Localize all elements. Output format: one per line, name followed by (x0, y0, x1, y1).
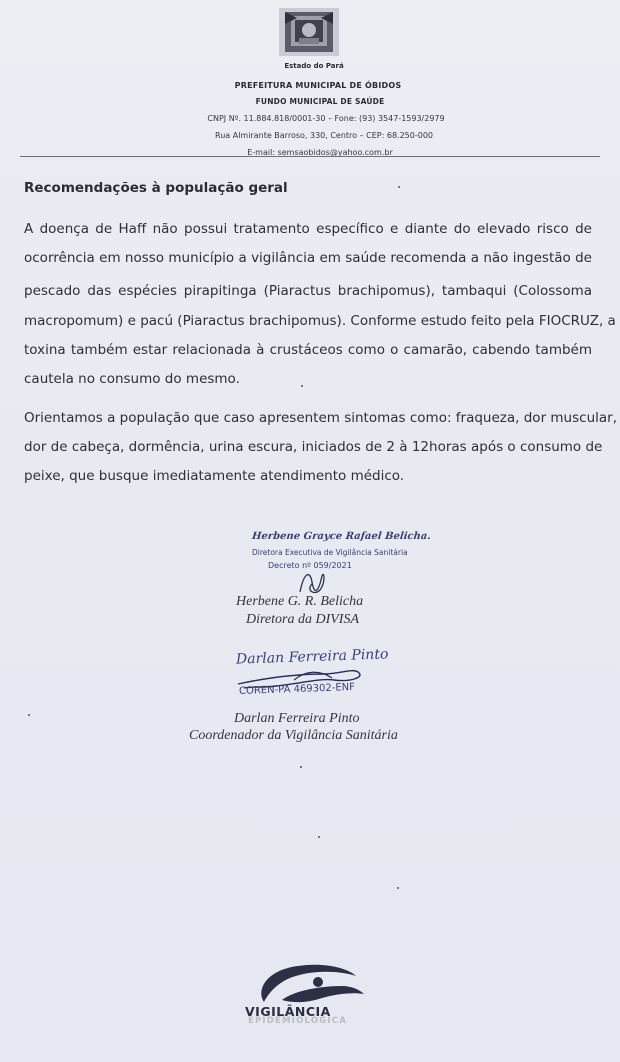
speck (301, 385, 303, 387)
paragraph1-line: macropomum) e pacú (Piaractus brachipomus). Conforme estudo feito pela FIOCRUZ, a (24, 313, 616, 329)
paragraph1-line: ocorrência em nosso município a vigilância em saúde recomenda a não ingestão de (24, 250, 592, 266)
stamp1-decreto: Decreto nº 059/2021 (268, 561, 352, 570)
letterhead-cnpj: CNPJ Nº. 11.884.818/0001-30 – Fone: (93) 3547-1593/2979 (207, 114, 445, 123)
stamp2-name: Darlan Ferreira Pinto (235, 646, 389, 668)
letterhead-divider (20, 156, 600, 157)
stamp1-name: Herbene Grayce Rafael Belicha. (251, 531, 432, 542)
signer1-name: Herbene G. R. Belicha (236, 594, 364, 609)
paragraph1-line: pescado das espécies pirapitinga (Piaractus brachipomus), tambaqui (Colossoma (24, 283, 592, 299)
letterhead-address: Rua Almirante Barroso, 330, Centro – CEP: 68.250-000 (215, 131, 433, 140)
email-link[interactable]: semsaobidos@yahoo.com.br (277, 148, 393, 157)
email-label: E-mail: (247, 148, 278, 157)
letterhead-estado: Estado do Pará (284, 62, 344, 70)
letterhead-fundo: FUNDO MUNICIPAL DE SAÚDE (255, 97, 385, 106)
vigilancia-logo-icon (252, 962, 368, 1006)
paragraph1-line: toxina também estar relacionada à crustáceos como o camarão, cabendo também (24, 342, 592, 358)
paragraph2-line: dor de cabeça, dormência, urina escura, iniciados de 2 à 12horas após o consumo de (24, 439, 603, 455)
speck (300, 766, 302, 768)
stamp1-role: Diretora Executiva de Vigilância Sanitária (252, 548, 408, 557)
signer1-role: Diretora da DIVISA (246, 612, 360, 627)
logo-text: VIGILÂNCIA (245, 1004, 331, 1019)
signer2-role: Coordenador da Vigilância Sanitária (189, 728, 398, 743)
letterhead-prefeitura: PREFEITURA MUNICIPAL DE ÓBIDOS (234, 81, 402, 90)
paragraph2-line: peixe, que busque imediatamente atendimento médico. (24, 468, 405, 484)
speck (398, 186, 400, 188)
speck (318, 836, 320, 838)
signer2-name: Darlan Ferreira Pinto (234, 711, 360, 726)
document-heading: Recomendações à população geral (24, 180, 288, 196)
logo-subtext: EPIDEMIOLÓGICA (248, 1016, 348, 1026)
municipal-crest-icon (279, 8, 339, 56)
paragraph1-line: A doença de Haff não possui tratamento específico e diante do elevado risco de (24, 221, 592, 237)
paragraph1-line: cautela no consumo do mesmo. (24, 371, 240, 387)
speck (28, 714, 30, 716)
paragraph2-line: Orientamos a população que caso apresentem sintomas como: fraqueza, dor muscular, (24, 410, 617, 426)
speck (397, 887, 399, 889)
stamp2-coren: COREN-PA 469302-ENF (238, 681, 356, 698)
